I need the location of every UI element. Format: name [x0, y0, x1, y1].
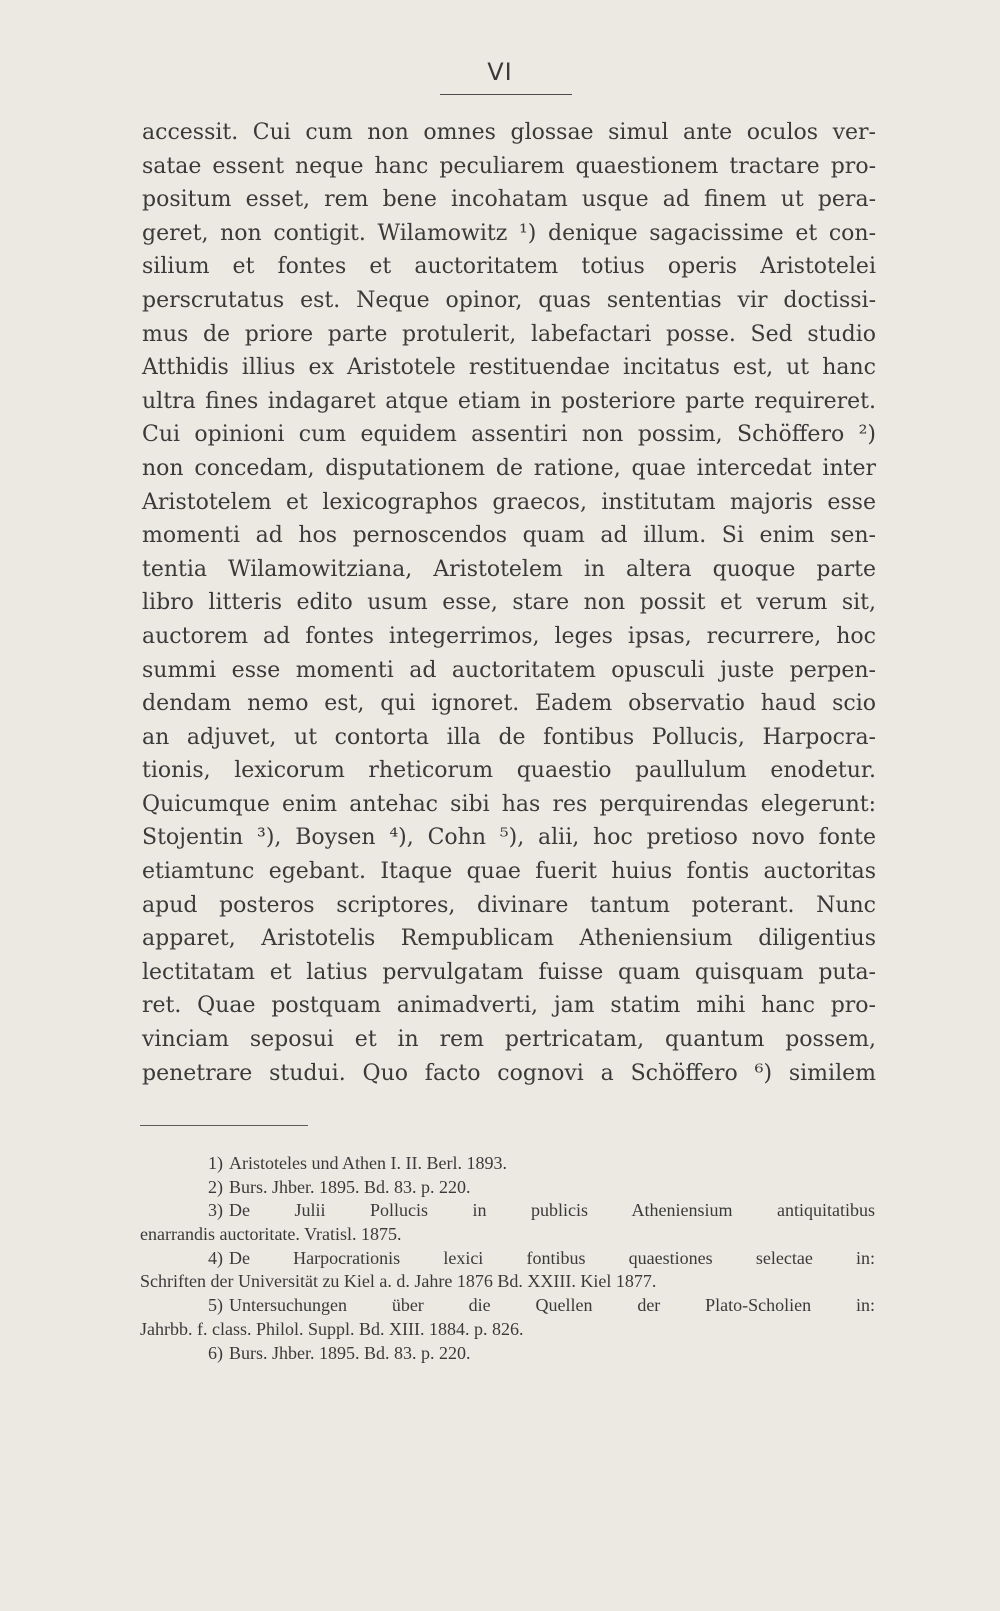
- footnotes: [140, 1152, 875, 1365]
- body-line: an adjuvet, ut contorta illa de fontibus Pollucis, Harpocra-: [142, 724, 876, 750]
- body-line: auctorem ad fontes integerrimos, leges ipsas, recurrere, hoc: [142, 623, 876, 649]
- body-line: Cui opinioni cum equidem assentiri non possim, Schöffero ²): [142, 422, 876, 448]
- footnote-3: [140, 1199, 875, 1223]
- body-line: silium et fontes et auctoritatem totius operis Aristotelei: [142, 254, 876, 280]
- body-line: perscrutatus est. Neque opinor, quas sententias vir doctissi-: [142, 287, 876, 313]
- body-line: dendam nemo est, qui ignoret. Eadem observatio haud scio: [142, 691, 876, 717]
- page-number: VI: [487, 58, 513, 86]
- footnote-number: 6): [208, 1342, 223, 1363]
- footnote-5: [140, 1294, 875, 1318]
- body-line: tentia Wilamowitziana, Aristotelem in altera quoque parte: [142, 556, 876, 582]
- body-line: Quicumque enim antehac sibi has res perquirendas elegerunt:: [142, 791, 876, 817]
- body-line: penetrare studui. Quo facto cognovi a Schöffero ⁶) similem: [142, 1060, 876, 1086]
- body-line: ultra fines indagaret atque etiam in posteriore parte requireret.: [142, 388, 876, 414]
- footnote-4-continuation: Schriften der Universität zu Kiel a. d. Jahre 1876 Bd. XXIII. Kiel 1877.: [140, 1271, 657, 1292]
- footnote-4: [140, 1247, 875, 1271]
- footnote-2: [140, 1176, 875, 1200]
- footnote-text: Burs. Jhber. 1895. Bd. 83. p. 220.: [229, 1176, 471, 1197]
- body-line: summi esse momenti ad auctoritatem opusculi juste perpen-: [142, 657, 876, 683]
- body-line: ret. Quae postquam animadverti, jam statim mihi hanc pro-: [142, 993, 876, 1019]
- body-line: mus de priore parte protulerit, labefactari posse. Sed studio: [142, 321, 876, 347]
- footnote-number: 5): [208, 1295, 223, 1316]
- footnote-number: 2): [208, 1176, 223, 1197]
- body-line: vinciam seposui et in rem pertricatam, quantum possem,: [142, 1027, 876, 1053]
- body-line: non concedam, disputationem de ratione, quae intercedat inter: [142, 455, 876, 481]
- footnote-text: De Harpocrationis lexici fontibus quaestiones selectae in:: [229, 1247, 875, 1268]
- body-text: [142, 116, 876, 1090]
- footnote-1: [140, 1152, 875, 1176]
- body-line: geret, non contigit. Wilamowitz ¹) denique sagacissime et con-: [142, 220, 876, 246]
- footnote-text: De Julii Pollucis in publicis Atheniensium antiquitatibus: [229, 1200, 875, 1221]
- footnote-3-continuation: enarrandis auctoritate. Vratisl. 1875.: [140, 1224, 402, 1245]
- body-line: momenti ad hos pernoscendos quam ad illum. Si enim sen-: [142, 523, 876, 549]
- body-line: lectitatam et latius pervulgatam fuisse quam quisquam puta-: [142, 959, 876, 985]
- body-line: Aristotelem et lexicographos graecos, institutam majoris esse: [142, 489, 876, 515]
- body-line: libro litteris edito usum esse, stare non possit et verum sit,: [142, 590, 876, 616]
- footnote-5-continuation: Jahrbb. f. class. Philol. Suppl. Bd. XIII. 1884. p. 826.: [140, 1318, 524, 1339]
- footnote-text: Aristoteles und Athen I. II. Berl. 1893.: [229, 1153, 507, 1173]
- body-line: accessit. Cui cum non omnes glossae simul ante oculos ver-: [142, 120, 876, 145]
- footnote-number: 4): [208, 1247, 223, 1268]
- body-line: apud posteros scriptores, divinare tantum poterant. Nunc: [142, 892, 876, 918]
- body-line: apparet, Aristotelis Rempublicam Atheniensium diligentius: [142, 926, 876, 952]
- footnote-number: 3): [208, 1200, 223, 1221]
- footnote-rule: [140, 1125, 308, 1126]
- footnote-number: 1): [208, 1153, 223, 1173]
- body-line: satae essent neque hanc peculiarem quaestionem tractare pro-: [142, 153, 876, 179]
- body-line: etiamtunc egebant. Itaque quae fuerit huius fontis auctoritas: [142, 859, 876, 885]
- body-line: tionis, lexicorum rheticorum quaestio paullulum enodetur.: [142, 758, 876, 784]
- body-line: Stojentin ³), Boysen ⁴), Cohn ⁵), alii, hoc pretioso novo fonte: [142, 825, 876, 851]
- body-line: positum esset, rem bene incohatam usque ad finem ut pera-: [142, 187, 876, 213]
- body-line: Atthidis illius ex Aristotele restituendae incitatus est, ut hanc: [142, 355, 876, 381]
- footnote-text: Burs. Jhber. 1895. Bd. 83. p. 220.: [229, 1342, 471, 1363]
- footnote-6: [140, 1342, 875, 1366]
- footnote-text: Untersuchungen über die Quellen der Plato-Scholien in:: [229, 1295, 875, 1316]
- header-rule: [440, 94, 572, 95]
